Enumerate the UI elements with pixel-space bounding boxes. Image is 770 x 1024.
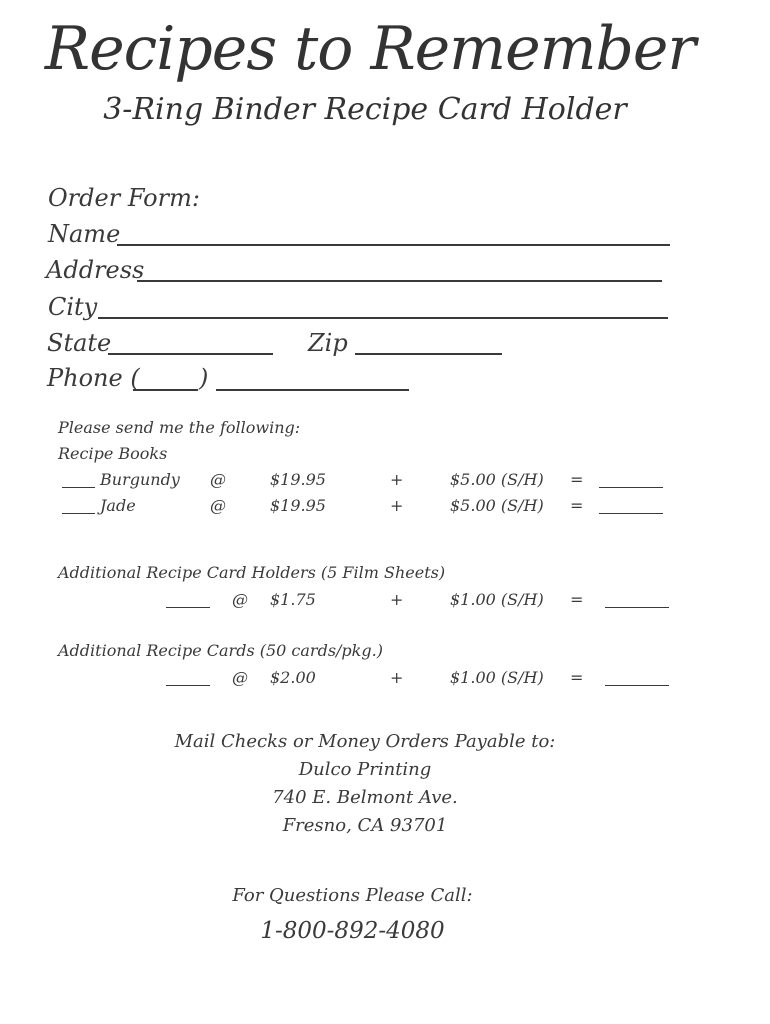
- state-label: State: [47, 329, 112, 357]
- mail-street: 740 E. Belmont Ave.: [272, 787, 458, 808]
- contact-phone-number: 1-800-892-4080: [260, 918, 445, 944]
- recipe-cards-plus: +: [390, 668, 404, 687]
- name-field[interactable]: [117, 244, 670, 246]
- recipe-cards-total-field[interactable]: [605, 685, 669, 686]
- jade-plus: +: [390, 496, 404, 515]
- mail-company: Dulco Printing: [298, 759, 432, 780]
- mail-heading: Mail Checks or Money Orders Payable to:: [174, 731, 556, 752]
- zip-field[interactable]: [355, 353, 502, 355]
- phone-number-field[interactable]: [216, 389, 409, 391]
- address-label: Address: [46, 256, 145, 284]
- contact-prompt: For Questions Please Call:: [232, 885, 473, 906]
- recipe-cards-equals: =: [570, 668, 584, 687]
- phone-area-code-field[interactable]: [133, 389, 198, 391]
- page-title: Recipes to Remember: [44, 14, 696, 84]
- card-holders-at: @: [232, 590, 248, 609]
- state-field[interactable]: [108, 353, 273, 355]
- jade-price: $19.95: [270, 496, 326, 515]
- burgundy-at: @: [210, 470, 226, 489]
- card-holders-heading: Additional Recipe Card Holders (5 Film Sheets): [58, 563, 446, 582]
- page-subtitle: 3-Ring Binder Recipe Card Holder: [103, 92, 627, 127]
- phone-label: Phone (: [47, 364, 140, 392]
- jade-shipping: $5.00 (S/H): [450, 496, 544, 515]
- jade-label: Jade: [100, 496, 136, 515]
- city-field[interactable]: [98, 317, 668, 319]
- recipe-cards-at: @: [232, 668, 248, 687]
- jade-total-field[interactable]: [599, 513, 663, 514]
- order-intro: Please send me the following:: [58, 418, 301, 437]
- zip-label: Zip: [308, 329, 348, 357]
- burgundy-label: Burgundy: [100, 470, 180, 489]
- card-holders-qty-field[interactable]: [166, 607, 210, 608]
- city-label: City: [48, 293, 98, 321]
- card-holders-equals: =: [570, 590, 584, 609]
- card-holders-price: $1.75: [270, 590, 316, 609]
- name-label: Name: [48, 220, 121, 248]
- recipe-cards-heading: Additional Recipe Cards (50 cards/pkg.): [58, 641, 383, 660]
- burgundy-plus: +: [390, 470, 404, 489]
- mail-city-state-zip: Fresno, CA 93701: [282, 815, 448, 836]
- address-field[interactable]: [137, 280, 662, 282]
- burgundy-qty-field[interactable]: [62, 487, 95, 488]
- burgundy-price: $19.95: [270, 470, 326, 489]
- card-holders-total-field[interactable]: [605, 607, 669, 608]
- phone-close-paren: ): [199, 364, 209, 392]
- jade-qty-field[interactable]: [62, 513, 95, 514]
- jade-equals: =: [570, 496, 584, 515]
- burgundy-total-field[interactable]: [599, 487, 663, 488]
- recipe-cards-qty-field[interactable]: [166, 685, 210, 686]
- recipe-books-heading: Recipe Books: [58, 444, 168, 463]
- card-holders-plus: +: [390, 590, 404, 609]
- card-holders-shipping: $1.00 (S/H): [450, 590, 544, 609]
- order-form-heading: Order Form:: [48, 184, 200, 212]
- recipe-cards-shipping: $1.00 (S/H): [450, 668, 544, 687]
- burgundy-equals: =: [570, 470, 584, 489]
- recipe-cards-price: $2.00: [270, 668, 316, 687]
- burgundy-shipping: $5.00 (S/H): [450, 470, 544, 489]
- jade-at: @: [210, 496, 226, 515]
